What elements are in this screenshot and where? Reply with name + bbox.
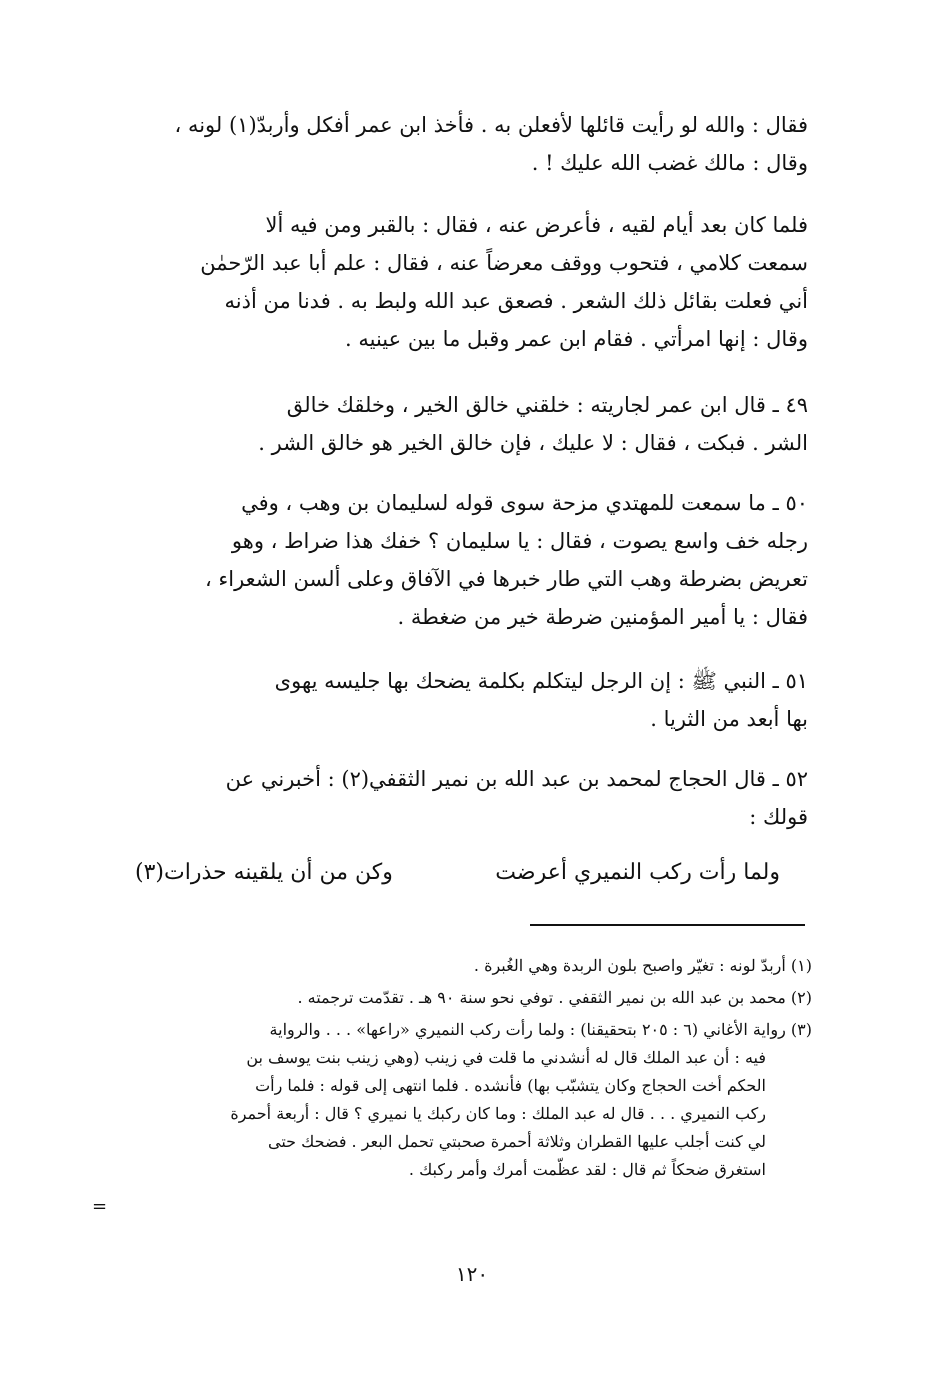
text-line: وقال : إنها امرأتي . فقام ابن عمر وقبل ما بين عينيه . (345, 327, 808, 351)
text-line: رجله خف واسع يصوت ، فقال : يا سليمان ؟ خفك هذا ضراط ، وهو (231, 529, 808, 553)
footnote-line: (١) أربدّ لونه : تغيّر واصبح بلون الربدة وهي الغُبرة . (473, 956, 812, 975)
footnote-3 (100, 1016, 812, 1184)
text-line: فقال : والله لو رأيت قائلها لأفعلن به . فأخذ ابن عمر أفكل وأربدّ(١) لونه ، (174, 113, 808, 137)
text-line: وقال : مالك غضب الله عليك ! . (531, 151, 808, 175)
text-line: الشر . فبكت ، فقال : لا عليك ، فإن خالق الخير هو خالق الشر . (258, 431, 808, 455)
text-line: سمعت كلامي ، فتحوب ووقف معرضاً عنه ، فقال : علم أبا عبد الرّحمٰن (200, 251, 808, 275)
paragraph-1 (100, 106, 808, 182)
text-line: ٤٩ ـ قال ابن عمر لجاريته : خلقني خالق الخير ، وخلقك خالق (286, 393, 808, 417)
poem-verse (135, 860, 780, 885)
footnote-separator (530, 924, 805, 926)
text-line: ٥١ ـ النبي ﷺ : إن الرجل ليتكلم بكلمة يضحك بها جليسه يهوى (274, 669, 808, 693)
text-line: قولك : (749, 805, 808, 829)
page-number: ١٢٠ (455, 1262, 489, 1286)
text-line: ٥٠ ـ ما سمعت للمهتدي مزحة سوى قوله لسليمان بن وهب ، وفي (241, 491, 808, 515)
footnote-line: (٣) رواية الأغاني (٦ : ٢٠٥ بتحقيقنا) : ولما رأت ركب النميري «راعها» . . . والرواية (269, 1020, 812, 1039)
paragraph-51 (100, 662, 808, 738)
continuation-mark: = (92, 1196, 108, 1217)
footnote-2 (100, 984, 812, 1012)
text-line: فلما كان بعد أيام لقيه ، فأعرض عنه ، فقال : بالقبر ومن فيه ألا (265, 213, 808, 237)
verse-second-hemistich: وكن من أن يلقينه حذرات(٣) (135, 860, 393, 885)
footnote-line: فيه : أن عبد الملك قال له أنشدني ما قلت في زينب (وهي زينب بنت يوسف بن (246, 1048, 766, 1067)
paragraph-52 (100, 760, 808, 836)
text-line: تعريض بضرطة وهب التي طار خبرها في الآفاق وعلى ألسن الشعراء ، (204, 567, 808, 591)
text-line: فقال : يا أمير المؤمنين ضرطة خير من ضغطة . (397, 605, 808, 629)
footnote-line: ركب النميري . . . قال له عبد الملك : وما كان ركبك يا نميري ؟ قال : أربعة أحمرة (230, 1104, 766, 1123)
verse-first-hemistich: ولما رأت ركب النميري أعرضت (495, 860, 780, 885)
text-line: أني فعلت بقائل ذلك الشعر . فصعق عبد الله ولبط به . فدنا من أذنه (224, 289, 808, 313)
paragraph-2 (100, 206, 808, 358)
footnote-line: (٢) محمد بن عبد الله بن نمير الثقفي . توفي نحو سنة ٩٠ هـ . تقدّمت ترجمته . (297, 988, 812, 1007)
footnote-line: الحكم أخت الحجاج وكان يتشبّب بها) فأنشده . فلما انتهى إلى قوله : فلما رأت (255, 1076, 766, 1095)
paragraph-49 (100, 386, 808, 462)
footnote-line: استغرق ضحكاً ثم قال : لقد عظّمت أمرك وأمر ركبك . (408, 1160, 766, 1179)
text-line: بها أبعد من الثريا . (650, 707, 808, 731)
paragraph-50 (100, 484, 808, 636)
footnote-1 (100, 952, 812, 980)
footnote-line: لي كنت أجلب عليها القطران وثلاثة أحمرة صحبتي تحمل البعر . فضحك حتى (267, 1132, 766, 1151)
text-line: ٥٢ ـ قال الحجاج لمحمد بن عبد الله بن نمير الثقفي(٢) : أخبرني عن (225, 767, 808, 791)
